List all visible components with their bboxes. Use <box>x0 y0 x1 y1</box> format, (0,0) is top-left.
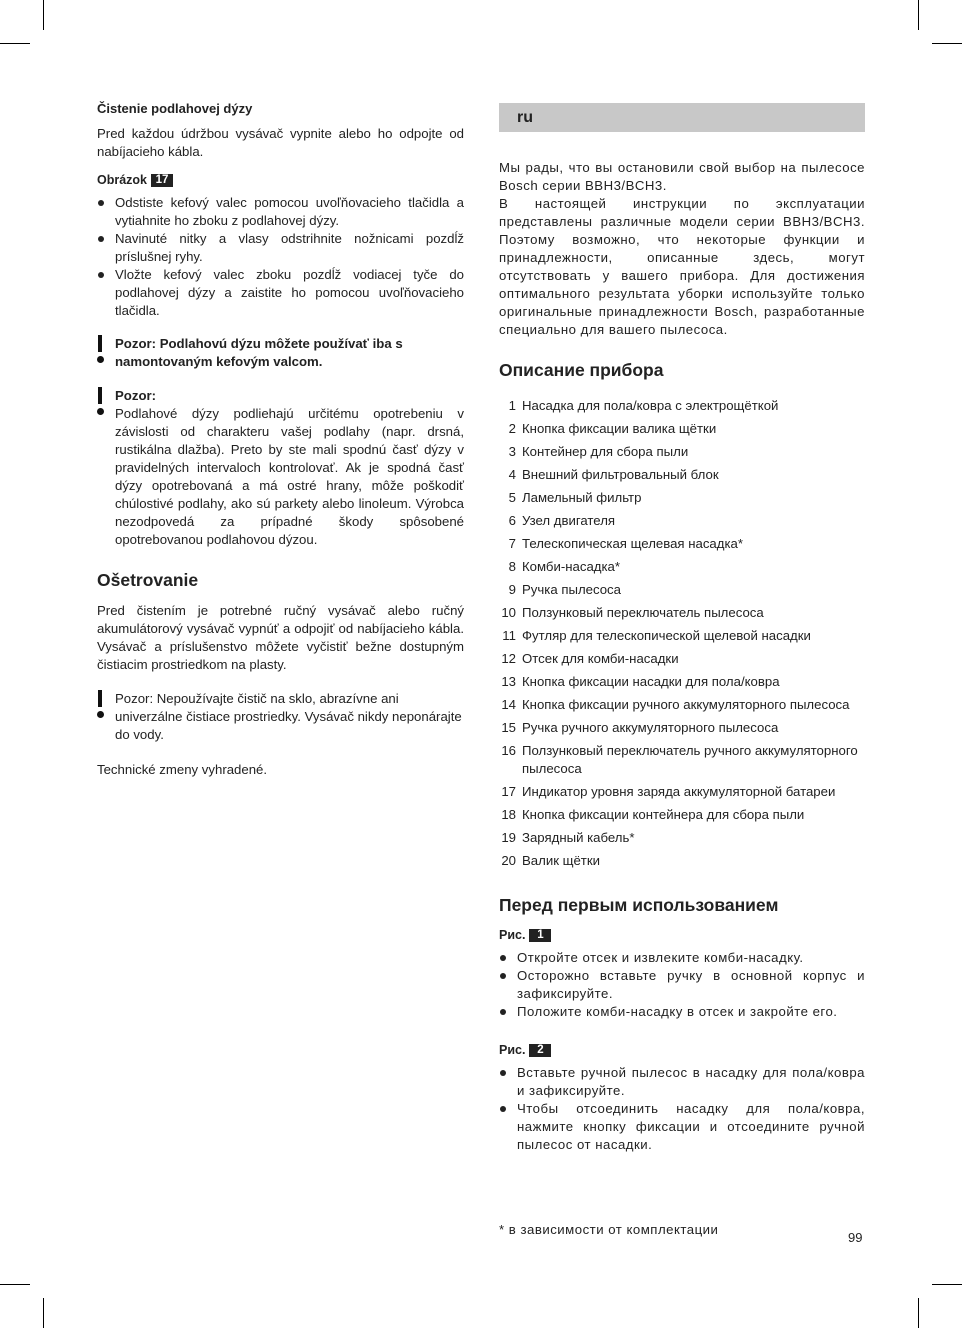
instruction-list <box>97 194 464 320</box>
list-item: 15 Ручка ручного аккумуляторного пылесоса <box>501 720 779 735</box>
figure-label: Obrázok <box>97 173 148 187</box>
list-item: 9 Ручка пылесоса <box>508 582 621 597</box>
list-item: 11 Футляр для телескопической щелевой насадки <box>502 628 811 643</box>
bullet-icon <box>500 955 506 961</box>
instruction-list <box>499 949 865 1021</box>
list-item: 18 Кнопка фиксации контейнера для сбора пыли <box>501 807 805 822</box>
warning-block <box>97 335 464 371</box>
warning-title: Pozor: <box>115 388 157 403</box>
section-title-floor-nozzle: Čistenie podlahovej dýzy <box>97 101 253 116</box>
list-item: 20 Валик щётки <box>501 853 600 868</box>
crop-mark <box>918 0 919 30</box>
crop-mark <box>0 43 30 44</box>
bullet-icon <box>98 236 104 242</box>
list-item: Navinuté nitky a vlasy odstrihnite nožnicami pozdĺž príslušnej ryhy. <box>97 230 464 266</box>
right-column <box>499 103 865 1154</box>
instruction-list <box>499 1064 865 1154</box>
crop-mark <box>0 1284 30 1285</box>
figure-label: Рис. <box>499 1043 526 1057</box>
list-item: 7 Телескопическая щелевая насадка* <box>508 536 743 551</box>
crop-mark <box>932 43 962 44</box>
section-title-description: Описание прибора <box>499 360 664 380</box>
care-text: Pred čistením je potrebné ručný vysávač alebo ručný akumulátorový vysávač vypnúť a odpojiť od nabíjacieho kábla. Vysávač a príslušenstvo môžete vyčistiť bežne dostupným čistiacim prostriedkom na plasty. <box>97 603 464 672</box>
warning-block <box>97 690 464 744</box>
left-column <box>97 100 464 779</box>
list-item: 6 Узел двигателя <box>508 513 616 528</box>
bullet-icon <box>500 1070 506 1076</box>
intro-text: Pred každou údržbou vysávač vypnite alebo ho odpojte od nabíjacieho kábla. <box>97 126 464 159</box>
list-item: 19 Зарядный кабель* <box>501 830 635 845</box>
technical-changes-note: Technické zmeny vyhradené. <box>97 762 268 777</box>
language-header <box>499 103 865 132</box>
warning-text: Pozor: Podlahovú dýzu môžete používať iba s namontovaným kefovým valcom. <box>115 336 403 369</box>
list-item: Vložte kefový valec zboku pozdĺž vodiacej tyče do podlahovej dýzy a zaistite ho pomocou uvoľňovacieho tlačidla. <box>97 266 464 320</box>
figure-reference <box>97 171 464 189</box>
list-item: Вставьте ручной пылесос в насадку для пола/ковра и зафиксируйте. <box>499 1064 865 1100</box>
list-item: Odstiste kefový valec pomocou uvoľňovacieho tlačidla a vytiahnite ho zboku z podlahovej dýzy. <box>97 194 464 230</box>
bullet-icon <box>98 200 104 206</box>
list-item: 2 Кнопка фиксации валика щётки <box>508 421 717 436</box>
bullet-icon <box>500 973 506 979</box>
page-number: 99 <box>848 1230 863 1245</box>
bullet-icon <box>500 1009 506 1015</box>
list-item: 8 Комби-насадка* <box>508 559 621 574</box>
list-item: 5 Ламельный фильтр <box>508 490 642 505</box>
crop-mark <box>918 1298 919 1328</box>
list-item: 14 Кнопка фиксации ручного аккумуляторного пылесоса <box>501 697 850 712</box>
list-item: 3 Контейнер для сбора пыли <box>508 444 689 459</box>
list-item: 1 Насадка для пола/ковра с электрощёткой <box>508 398 779 413</box>
bullet-icon <box>500 1106 506 1112</box>
language-code: ru <box>517 108 533 126</box>
intro-text-ru: Мы рады, что вы остановили свой выбор на пылесосе Bosch серии BBH3/BCH3. <box>499 160 865 193</box>
footnote: * в зависимости от комплектации <box>499 1222 719 1237</box>
figure-label: Рис. <box>499 928 526 942</box>
list-item: 17 Индикатор уровня заряда аккумуляторной батареи <box>501 784 836 799</box>
list-item: 16 Ползунковый переключатель ручного аккумуляторного пылесоса <box>501 743 858 776</box>
figure-number-badge: 1 <box>529 929 551 942</box>
parts-list <box>499 397 865 870</box>
list-item: 13 Кнопка фиксации насадки для пола/ковра <box>501 674 780 689</box>
section-title-care: Ošetrovanie <box>97 570 199 590</box>
warning-text: Podlahové dýzy podliehajú určitému opotrebeniu v závislosti od charakteru vašej podlahy (napr. drsná, rustikálna dlažba). Preto by ste mali spodnú časť dýzy v pravidelných intervaloch kontrolovať. Ak je spodná časť dýzy opotrebovaná a má ostré hrany, môže poškodiť chúlostivé podlahy, ako sú parkety alebo linoleum. Výrobca nezodpovedá za prípadné škody spôsobené opotrebovanou podlahovou dýzou. <box>115 406 464 547</box>
list-item: 12 Отсек для комби-насадки <box>501 651 679 666</box>
section-title-before-first-use: Перед первым использованием <box>499 895 779 915</box>
list-item: Осторожно вставьте ручку в основной корпус и зафиксируйте. <box>499 967 865 1003</box>
figure-reference <box>499 1041 865 1059</box>
list-item: Чтобы отсоединить насадку для пола/ковра, нажмите кнопку фиксации и отсоедините ручной пылесос от насадки. <box>499 1100 865 1154</box>
list-item: Положите комби-насадку в отсек и закройте его. <box>499 1003 865 1021</box>
figure-number-badge: 2 <box>529 1044 551 1057</box>
list-item: Откройте отсек и извлеките комби-насадку. <box>499 949 865 967</box>
intro-text-ru-2: В настоящей инструкции по эксплуатации представлены различные модели серии BBH3/BCH3. Поэтому возможно, что некоторые функции и принадлежности, описанные здесь, могут отсутствовать у вашего прибора. Для достижения оптимального результата уборки используйте только оригинальные принадлежности Bosch, разработанные специально для вашего пылесоса. <box>499 196 865 337</box>
figure-number-badge: 17 <box>151 174 173 187</box>
crop-mark <box>43 0 44 30</box>
warning-text: Pozor: Nepoužívajte čistič na sklo, abrazívne ani univerzálne čistiace prostriedky. Vysávač nikdy neponárajte do vody. <box>115 691 462 742</box>
warning-block <box>97 387 464 549</box>
list-item: 4 Внешний фильтровальный блок <box>508 467 719 482</box>
list-item: 10 Ползунковый переключатель пылесоса <box>501 605 764 620</box>
figure-reference <box>499 926 865 944</box>
bullet-icon <box>98 272 104 278</box>
crop-mark <box>43 1298 44 1328</box>
crop-mark <box>932 1284 962 1285</box>
